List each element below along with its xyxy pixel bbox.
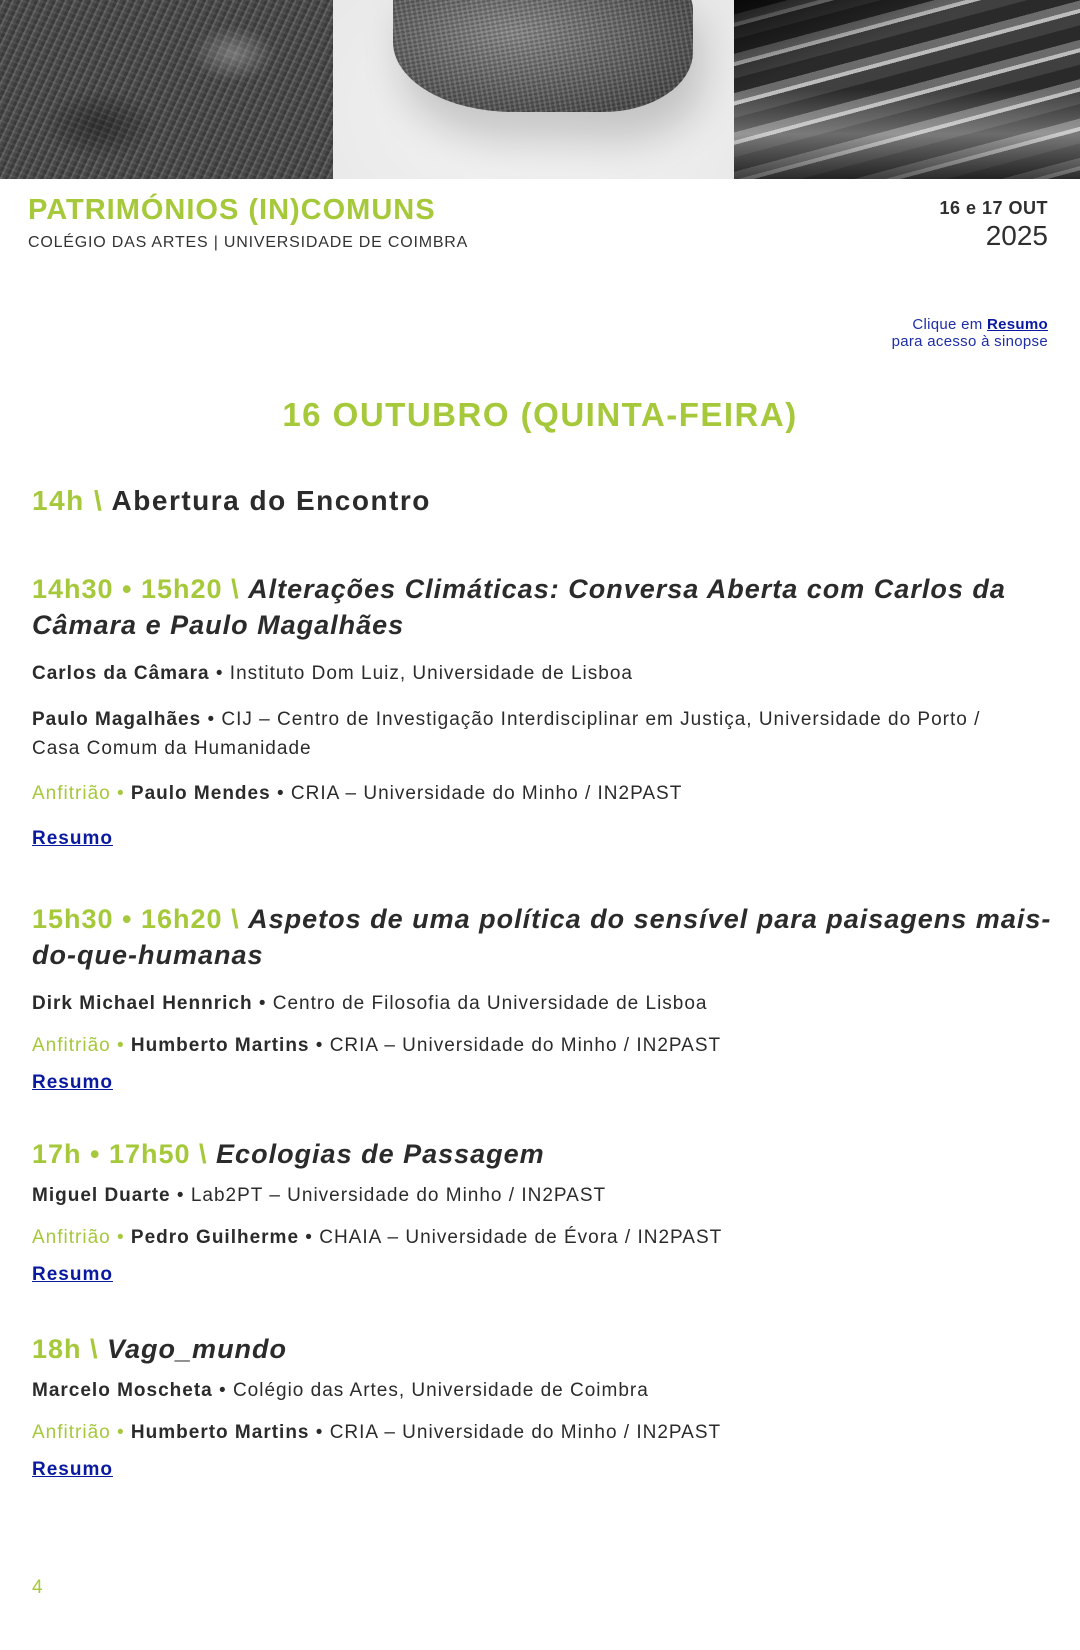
speaker-line bbox=[32, 1376, 1052, 1405]
speaker-line bbox=[32, 705, 992, 763]
session-heading bbox=[32, 571, 1052, 643]
speaker-name: Dirk Michael Hennrich bbox=[32, 993, 253, 1014]
speaker-affiliation: • Centro de Filosofia da Universidade de Lisboa bbox=[252, 993, 708, 1014]
speaker-name: Paulo Magalhães bbox=[32, 709, 202, 730]
host-name: Humberto Martins bbox=[130, 1035, 310, 1056]
session-climate bbox=[32, 571, 1052, 850]
session-title: Vago_mundo bbox=[107, 1334, 288, 1364]
speaker-affiliation: • Instituto Dom Luiz, Universidade de Lisboa bbox=[209, 663, 633, 684]
session-title: Abertura do Encontro bbox=[111, 485, 431, 516]
session-heading bbox=[32, 1331, 1052, 1367]
host-line bbox=[32, 1031, 1052, 1060]
session-sensible-politics bbox=[32, 901, 1052, 1094]
session-heading bbox=[32, 901, 1052, 973]
speaker-name: Carlos da Câmara bbox=[32, 663, 210, 684]
session-time: 14h30 • 15h20 \ bbox=[32, 574, 249, 604]
hint-suffix: para acesso à sinopse bbox=[891, 333, 1048, 350]
host-name: Humberto Martins bbox=[130, 1422, 310, 1443]
speaker-line bbox=[32, 1181, 1052, 1210]
session-title: Aspetos de uma política do sensível para paisagens mais-do-que-humanas bbox=[32, 904, 1052, 970]
event-title: PATRIMÓNIOS (IN)COMUNS bbox=[28, 194, 436, 226]
header-banner bbox=[0, 0, 1080, 179]
session-opening bbox=[32, 483, 1052, 519]
speaker-affiliation: • Lab2PT – Universidade do Minho / IN2PAST bbox=[170, 1185, 607, 1206]
stone-image bbox=[333, 0, 734, 179]
day-heading: 16 OUTUBRO (QUINTA-FEIRA) bbox=[282, 396, 798, 433]
host-label: Anfitrião • bbox=[32, 1035, 131, 1056]
stone-shape bbox=[393, 0, 693, 112]
hint-resumo-link[interactable]: Resumo bbox=[987, 316, 1048, 333]
host-affiliation: • CHAIA – Universidade de Évora / IN2PAST bbox=[299, 1227, 723, 1248]
host-line bbox=[32, 1223, 1052, 1252]
speaker-line bbox=[32, 989, 1052, 1018]
host-affiliation: • CRIA – Universidade do Minho / IN2PAST bbox=[270, 783, 683, 804]
host-label: Anfitrião • bbox=[32, 783, 131, 804]
hint-prefix: Clique em bbox=[912, 316, 988, 333]
session-title: Ecologias de Passagem bbox=[216, 1139, 545, 1169]
speaker-affiliation: • Colégio das Artes, Universidade de Coimbra bbox=[212, 1380, 649, 1401]
host-name: Pedro Guilherme bbox=[130, 1227, 300, 1248]
session-ecologias bbox=[32, 1136, 1052, 1286]
session-heading bbox=[32, 1136, 1052, 1172]
speaker-affiliation: • CIJ – Centro de Investigação Interdisciplinar em Justiça, Universidade do Porto / Casa Comum da Humanidade bbox=[32, 709, 981, 759]
resumo-link[interactable]: Resumo bbox=[32, 1072, 113, 1093]
resumo-link[interactable]: Resumo bbox=[32, 1264, 113, 1285]
host-affiliation: • CRIA – Universidade do Minho / IN2PAST bbox=[309, 1035, 722, 1056]
session-title: Alterações Climáticas: Conversa Aberta com Carlos da Câmara e Paulo Magalhães bbox=[32, 574, 1006, 640]
host-line bbox=[32, 779, 1052, 808]
host-label: Anfitrião • bbox=[32, 1422, 131, 1443]
host-line bbox=[32, 1418, 1052, 1447]
event-year: 2025 bbox=[985, 220, 1048, 251]
event-subtitle: COLÉGIO DAS ARTES | UNIVERSIDADE DE COIMBRA bbox=[28, 234, 469, 251]
speaker-name: Marcelo Moscheta bbox=[32, 1380, 213, 1401]
session-time: 17h • 17h50 \ bbox=[32, 1139, 217, 1169]
host-label: Anfitrião • bbox=[32, 1227, 131, 1248]
resumo-hint bbox=[892, 316, 1048, 350]
host-affiliation: • CRIA – Universidade do Minho / IN2PAST bbox=[309, 1422, 722, 1443]
resumo-link[interactable]: Resumo bbox=[32, 828, 113, 849]
host-name: Paulo Mendes bbox=[130, 783, 271, 804]
event-date-range: 16 e 17 OUT bbox=[939, 198, 1048, 218]
session-heading bbox=[32, 483, 1052, 519]
cloudy-sky-image bbox=[734, 0, 1080, 179]
session-time: 18h \ bbox=[32, 1334, 108, 1364]
session-vago-mundo bbox=[32, 1331, 1052, 1481]
session-time: 15h30 • 16h20 \ bbox=[32, 904, 249, 934]
session-time: 14h \ bbox=[32, 485, 112, 516]
speaker-line bbox=[32, 659, 1052, 688]
page-number: 4 bbox=[32, 1577, 43, 1598]
resumo-link[interactable]: Resumo bbox=[32, 1459, 113, 1480]
rocky-hillside-image bbox=[0, 0, 333, 179]
speaker-name: Miguel Duarte bbox=[32, 1185, 171, 1206]
